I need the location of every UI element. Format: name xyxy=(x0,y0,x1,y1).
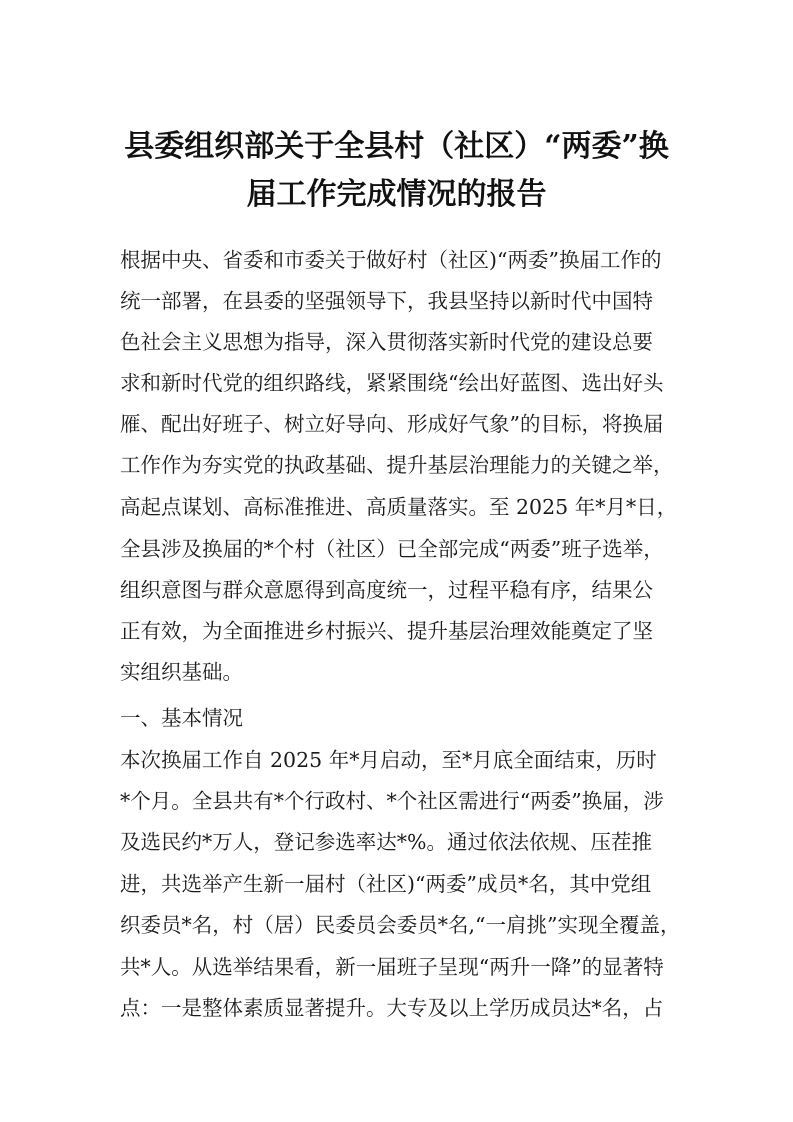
body-line: 色社会主义思想为指导，深入贯彻落实新时代党的建设总要 xyxy=(120,330,653,354)
body-line: 高起点谋划、高标准推进、高质量落实。至 2025 年*月*日， xyxy=(120,495,678,519)
body-line: 正有效，为全面推进乡村振兴、提升基层治理效能奠定了坚 xyxy=(120,619,653,643)
document-title-line-1: 县委组织部关于全县村（社区）“两委”换 xyxy=(124,129,669,164)
body-line: *个月。全县共有*个行政村、*个社区需进行“两委”换届，涉 xyxy=(120,789,664,813)
body-line: 实组织基础。 xyxy=(120,660,243,684)
body-line: 织委员*名，村（居）民委员会委员*名,“一肩挑”实现全覆盖， xyxy=(120,913,681,937)
body-line: 根据中央、省委和市委关于做好村（社区)“两委”换届工作的 xyxy=(120,248,662,272)
document-title-line-2: 届工作完成情况的报告 xyxy=(246,177,547,212)
body-line: 本次换届工作自 2025 年*月启动，至*月底全面结束，历时 xyxy=(120,748,657,772)
body-line: 共*人。从选举结果看，新一届班子呈现“两升一降”的显著特 xyxy=(120,955,664,979)
body-line: 全县涉及换届的*个村（社区）已全部完成“两委”班子选举， xyxy=(120,537,664,561)
body-line: 统一部署，在县委的坚强领导下，我县坚持以新时代中国特 xyxy=(120,289,653,313)
body-line: 点：一是整体素质显著提升。大专及以上学历成员达*名，占 xyxy=(120,996,664,1020)
body-line: 工作作为夯实党的执政基础、提升基层治理能力的关键之举， xyxy=(120,453,674,477)
section-heading: 一、基本情况 xyxy=(120,706,243,730)
body-line: 雁、配出好班子、树立好导向、形成好气象”的目标，将换届 xyxy=(120,412,664,436)
body-line: 组织意图与群众意愿得到高度统一，过程平稳有序，结果公 xyxy=(120,578,653,602)
body-line: 进，共选举产生新一届村（社区)“两委”成员*名，其中党组 xyxy=(120,872,652,896)
body-line: 求和新时代党的组织路线，紧紧围绕“绘出好蓝图、选出好头 xyxy=(120,371,664,395)
body-line: 及选民约*万人，登记参选率达*%。通过依法依规、压茬推 xyxy=(120,830,652,854)
